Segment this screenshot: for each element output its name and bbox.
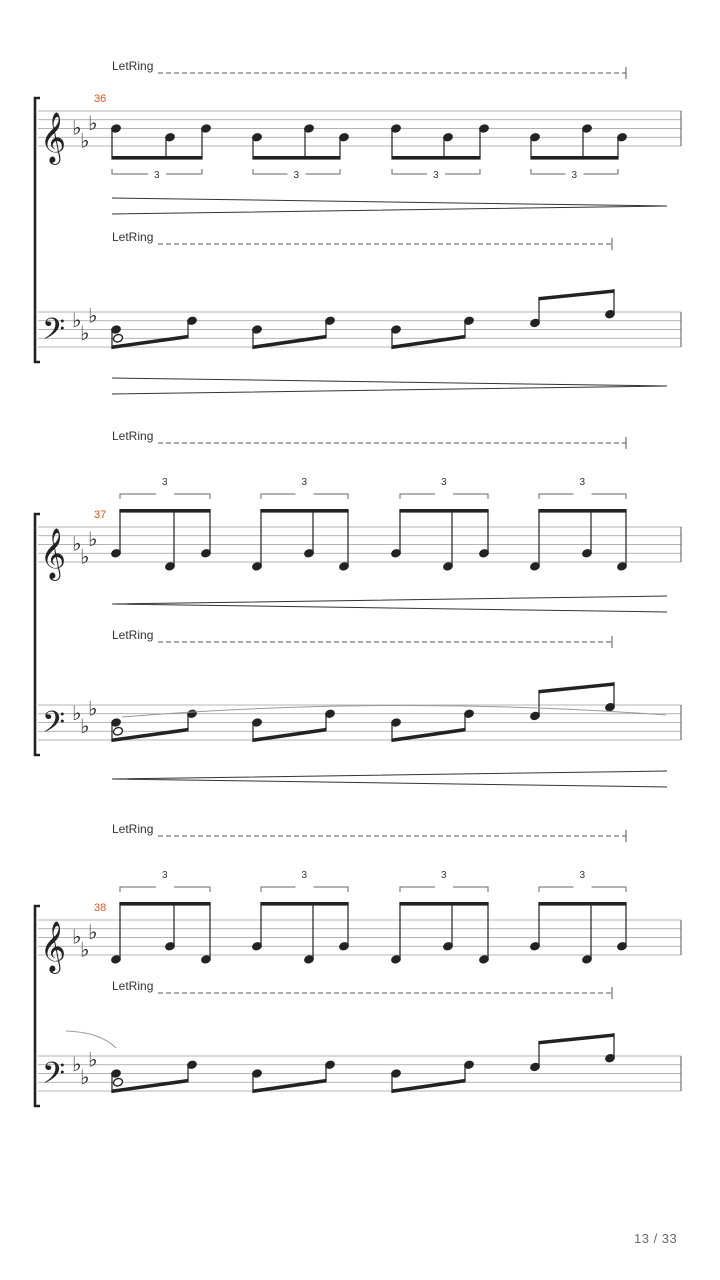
beam — [111, 156, 202, 160]
tuplet-bracket — [539, 494, 574, 499]
beam — [119, 902, 210, 906]
treble-clef: 𝄞 — [40, 112, 67, 163]
half-notehead — [112, 1077, 123, 1087]
tuplet-bracket — [306, 169, 341, 174]
flat-icon: ♭ — [88, 920, 98, 945]
flat-icon: ♭ — [72, 700, 82, 725]
tuplet-bracket — [112, 169, 148, 174]
tuplet-bracket — [120, 494, 156, 499]
tuplet-number: 3 — [162, 870, 168, 881]
tuplet-bracket — [314, 887, 349, 892]
beam — [530, 156, 618, 160]
tuplet-bracket — [400, 887, 435, 892]
tuplet-bracket — [400, 494, 435, 499]
tuplet-bracket — [314, 494, 349, 499]
let-ring-label: LetRing — [112, 822, 154, 836]
beam — [260, 902, 348, 906]
bass-clef: 𝄢 — [42, 1057, 66, 1098]
beam — [399, 902, 488, 906]
tuplet-number: 3 — [441, 870, 447, 881]
tuplet-bracket — [261, 887, 296, 892]
flat-icon: ♭ — [88, 303, 98, 328]
crescendo-hairpin — [112, 596, 667, 612]
flat-icon: ♭ — [72, 115, 82, 140]
tuplet-bracket — [592, 887, 627, 892]
tuplet-bracket — [174, 887, 210, 892]
beam — [538, 1033, 614, 1044]
flat-icon: ♭ — [80, 128, 90, 153]
tuplet-bracket — [392, 169, 427, 174]
page-number: 13 / 33 — [634, 1231, 678, 1246]
tuplet-bracket — [453, 494, 488, 499]
tuplet-bracket — [592, 494, 627, 499]
tuplet-bracket — [261, 494, 296, 499]
flat-icon: ♭ — [88, 1047, 98, 1072]
measure-number: 36 — [94, 93, 107, 105]
tuplet-number: 3 — [301, 477, 308, 488]
tuplet-bracket — [584, 169, 619, 174]
let-ring-label: LetRing — [112, 230, 154, 244]
treble-clef: 𝄞 — [40, 528, 67, 579]
tuplet-number: 3 — [571, 170, 578, 181]
flat-icon: ♭ — [80, 713, 90, 738]
tuplet-number: 3 — [579, 870, 586, 881]
flat-icon: ♭ — [88, 111, 98, 136]
let-ring-label: LetRing — [112, 628, 154, 642]
measure-number: 38 — [94, 902, 107, 914]
tuplet-number: 3 — [293, 170, 300, 181]
tuplet-number: 3 — [579, 477, 586, 488]
flat-icon: ♭ — [80, 1064, 90, 1089]
bass-clef: 𝄢 — [42, 313, 66, 354]
flat-icon: ♭ — [80, 544, 90, 569]
tuplet-bracket — [174, 494, 210, 499]
tuplet-bracket — [166, 169, 202, 174]
let-ring-label: LetRing — [112, 429, 154, 443]
tuplet-number: 3 — [441, 477, 447, 488]
flat-icon: ♭ — [72, 924, 82, 949]
tuplet-bracket — [445, 169, 480, 174]
beam — [391, 156, 480, 160]
flat-icon: ♭ — [72, 531, 82, 556]
beam — [538, 682, 614, 693]
treble-clef: 𝄞 — [40, 921, 67, 972]
flat-icon: ♭ — [80, 937, 90, 962]
tuplet-number: 3 — [162, 477, 168, 488]
flat-icon: ♭ — [80, 320, 90, 345]
tuplet-number: 3 — [154, 170, 160, 181]
beam — [119, 509, 210, 513]
decrescendo-hairpin — [112, 198, 667, 214]
beam — [399, 509, 488, 513]
tuplet-bracket — [120, 887, 156, 892]
tuplet-bracket — [539, 887, 574, 892]
tuplet-bracket — [253, 169, 288, 174]
let-ring-label: LetRing — [112, 979, 154, 993]
slur-curve — [66, 1031, 116, 1048]
half-notehead — [112, 726, 123, 736]
decrescendo-hairpin — [112, 378, 667, 394]
tie-curve — [122, 705, 666, 717]
flat-icon: ♭ — [72, 307, 82, 332]
tuplet-bracket — [453, 887, 488, 892]
tuplet-number: 3 — [433, 170, 439, 181]
half-notehead — [112, 333, 123, 343]
beam — [538, 509, 626, 513]
let-ring-label: LetRing — [112, 59, 154, 73]
beam — [538, 902, 626, 906]
crescendo-hairpin — [112, 771, 667, 787]
beam — [260, 509, 348, 513]
measure-number: 37 — [94, 509, 107, 521]
bass-clef: 𝄢 — [42, 706, 66, 747]
flat-icon: ♭ — [88, 527, 98, 552]
tuplet-number: 3 — [301, 870, 308, 881]
flat-icon: ♭ — [72, 1051, 82, 1076]
beam — [252, 156, 340, 160]
tuplet-bracket — [531, 169, 566, 174]
beam — [538, 289, 614, 300]
flat-icon: ♭ — [88, 696, 98, 721]
